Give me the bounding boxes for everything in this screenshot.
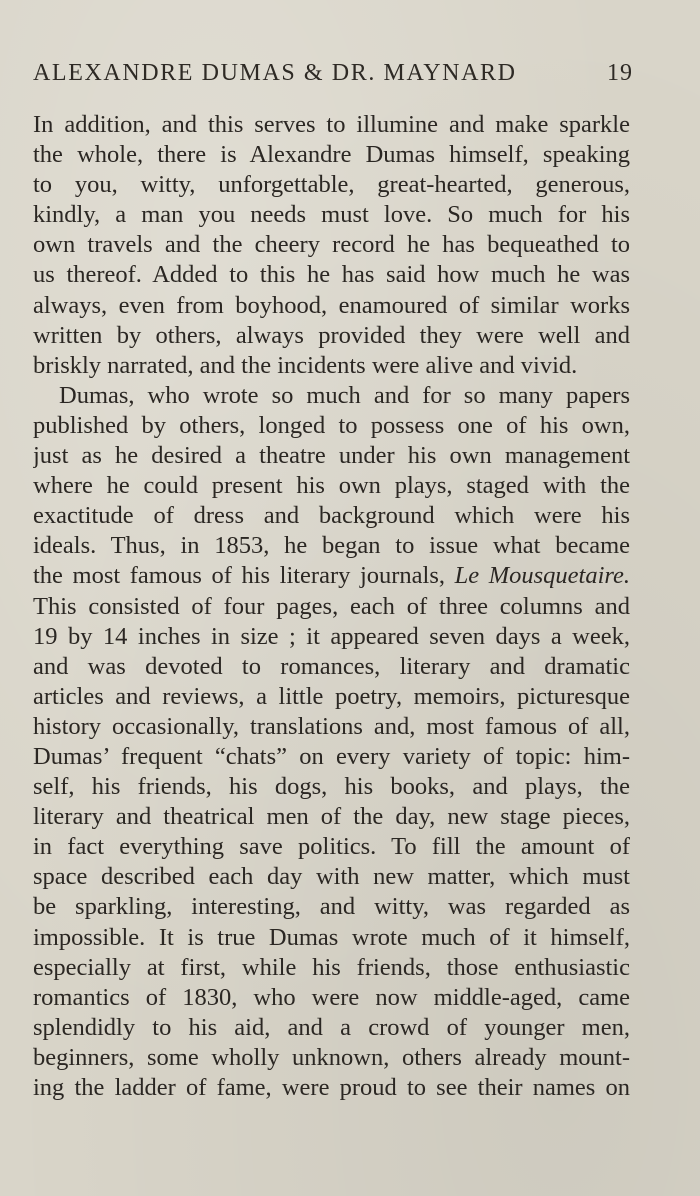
text-line: where he could present his own plays, staged with the bbox=[33, 472, 630, 500]
text-line: history occasionally, translations and, most famous of all, bbox=[33, 712, 630, 740]
text-line: This consisted of four pages, each of three columns and bbox=[33, 592, 630, 620]
text-line: briskly narrated, and the incidents were alive and vivid. bbox=[33, 351, 578, 379]
text-line: published by others, longed to possess one of his own, bbox=[33, 411, 630, 439]
running-header bbox=[33, 60, 633, 100]
text-line: space described each day with new matter, which must bbox=[33, 863, 630, 891]
text-line-with-journal-title bbox=[33, 561, 630, 591]
text-line: kindly, a man you needs must love. So much for his bbox=[33, 201, 630, 229]
text-line: written by others, always provided they were well and bbox=[33, 321, 630, 349]
text-line: especially at first, while his friends, those enthusiastic bbox=[33, 953, 630, 981]
body-text bbox=[33, 110, 630, 1103]
text-line: ideals. Thus, in 1853, he began to issue what became bbox=[33, 532, 630, 560]
text-line: be sparkling, interesting, and witty, was regarded as bbox=[33, 893, 630, 921]
text-line: Dumas, who wrote so much and for so many papers bbox=[59, 381, 630, 409]
page-number: 19 bbox=[607, 60, 633, 86]
text-line: beginners, some wholly unknown, others already mount- bbox=[33, 1043, 630, 1071]
text-line: impossible. It is true Dumas wrote much of it himself, bbox=[33, 923, 630, 951]
text-line: In addition, and this serves to illumine and make sparkle bbox=[33, 111, 630, 138]
text-line: Dumas’ frequent “chats” on every variety of topic: him- bbox=[33, 742, 630, 770]
text-line: romantics of 1830, who were now middle-aged, came bbox=[33, 983, 630, 1011]
text-line: exactitude of dress and background which were his bbox=[33, 502, 630, 530]
text-line: literary and theatrical men of the day, new stage pieces, bbox=[33, 803, 630, 831]
text-line: own travels and the cheery record he has bequeathed to bbox=[33, 231, 630, 259]
text-line: ing the ladder of fame, were proud to see their names on bbox=[33, 1074, 630, 1101]
text-line: in fact everything save politics. To fill the amount of bbox=[33, 833, 630, 861]
text-line: the whole, there is Alexandre Dumas himself, speaking bbox=[33, 141, 630, 169]
text-line: self, his friends, his dogs, his books, and plays, the bbox=[33, 773, 630, 801]
text-line: 19 by 14 inches in size ; it appeared seven days a week, bbox=[33, 622, 630, 650]
text-line: to you, witty, unforgettable, great-hearted, generous, bbox=[33, 171, 630, 199]
text-line: us thereof. Added to this he has said how much he was bbox=[33, 261, 630, 289]
running-title: ALEXANDRE DUMAS & DR. MAYNARD bbox=[33, 60, 517, 86]
text-fragment: the most famous of his literary journals, bbox=[33, 562, 446, 590]
text-line: and was devoted to romances, literary and dramatic bbox=[33, 652, 630, 680]
journal-title: Le Mousquetaire. bbox=[454, 562, 630, 590]
text-line: splendidly to his aid, and a crowd of younger men, bbox=[33, 1013, 630, 1041]
text-line: always, even from boyhood, enamoured of similar works bbox=[33, 291, 630, 319]
text-line: articles and reviews, a little poetry, memoirs, picturesque bbox=[33, 682, 630, 710]
text-line: just as he desired a theatre under his own management bbox=[33, 442, 630, 470]
